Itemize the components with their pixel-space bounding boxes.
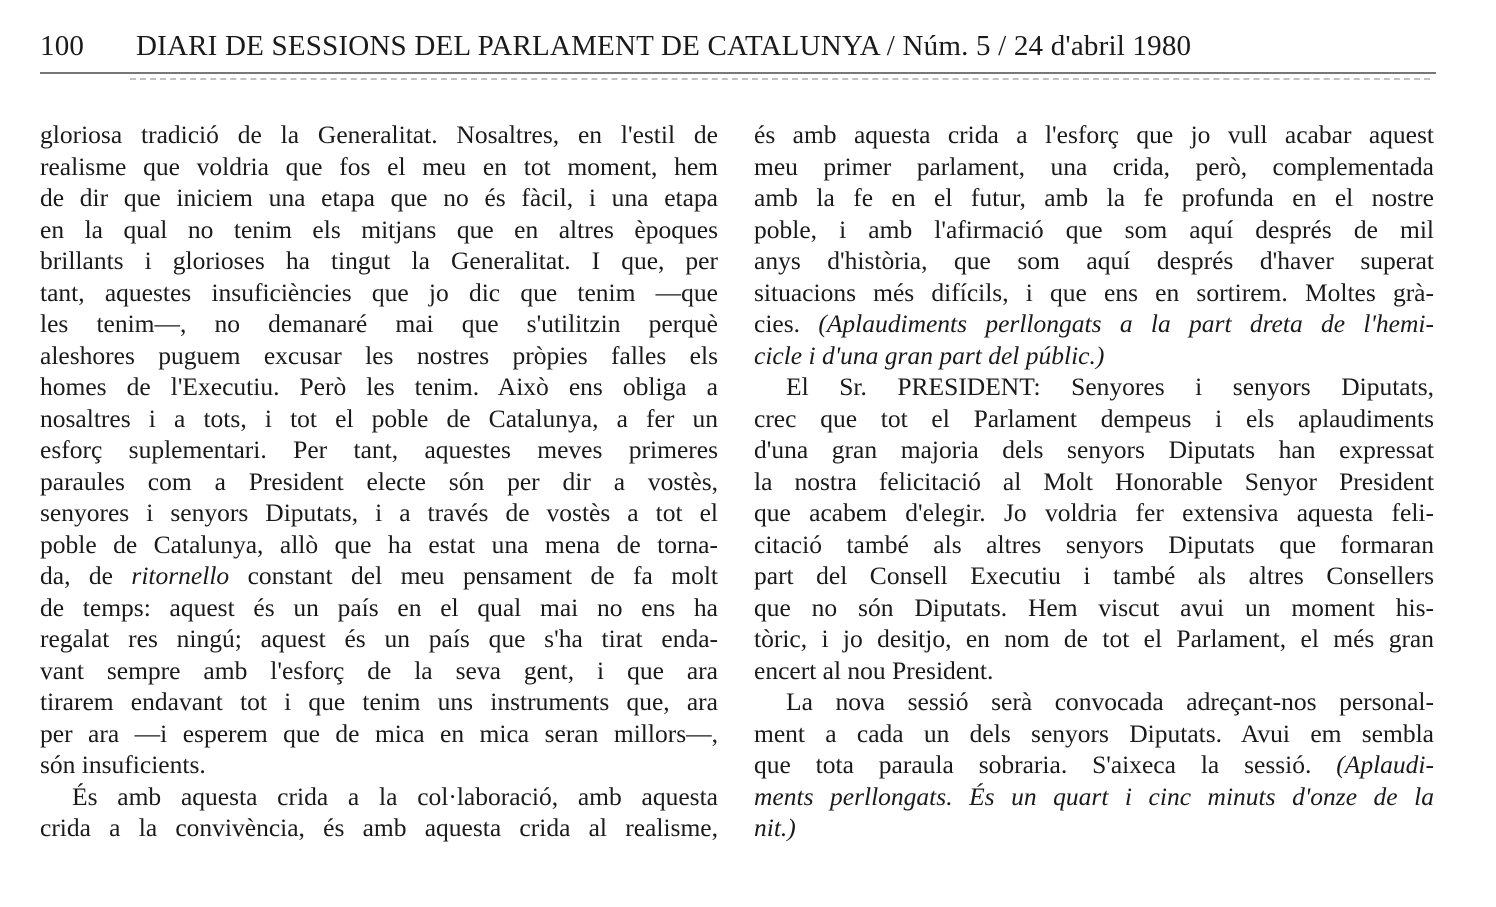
text-segment: vant sempre amb l'esforç de la seva gent, i que ara bbox=[40, 655, 718, 685]
text-segment: que tota paraula sobraria. S'aixeca la sessió. bbox=[754, 750, 1337, 779]
text-segment: en la qual no tenim els mitjans que en altres èpoques bbox=[40, 214, 718, 244]
italic-text: (Aplaudi- bbox=[1336, 750, 1434, 779]
text-line bbox=[40, 623, 718, 655]
text-line bbox=[40, 151, 718, 183]
text-segment: nosaltres i a tots, i tot el poble de Catalunya, a fer un bbox=[40, 403, 718, 433]
text-line bbox=[40, 182, 718, 214]
text-line bbox=[40, 371, 718, 403]
right-column bbox=[754, 119, 1434, 844]
text-segment: tòric, i jo desitjo, en nom de tot el Parlament, el més gran bbox=[754, 624, 1434, 653]
text-line bbox=[754, 812, 1434, 844]
text-line bbox=[754, 718, 1434, 750]
page-number: 100 bbox=[40, 30, 85, 62]
italic-text: cicle i d'una gran part del públic.) bbox=[754, 340, 1105, 370]
text-line bbox=[40, 529, 718, 561]
left-column bbox=[40, 119, 718, 844]
text-segment: d'una gran majoria dels senyors Diputats han expressat bbox=[754, 435, 1434, 464]
text-segment: constant del meu pensament de fa molt bbox=[229, 561, 718, 590]
text-line bbox=[40, 812, 718, 844]
text-segment: és amb aquesta crida a l'esforç que jo vull acabar aquest bbox=[754, 120, 1434, 149]
text-segment: tant, aquestes insuficiències que jo dic que tenim —que bbox=[40, 277, 718, 307]
text-segment: tirarem endavant tot i que tenim uns instruments que, ara bbox=[40, 687, 718, 716]
text-segment: per ara —i esperem que de mica en mica seran millors—, bbox=[40, 718, 718, 748]
text-line bbox=[40, 749, 718, 781]
text-line bbox=[40, 277, 718, 309]
text-segment: encert al nou President. bbox=[754, 655, 994, 685]
text-line bbox=[754, 182, 1434, 214]
text-segment: són insuficients. bbox=[40, 750, 206, 779]
text-line bbox=[754, 151, 1434, 183]
text-segment: da, de bbox=[40, 561, 132, 590]
text-line bbox=[40, 655, 718, 687]
text-segment: paraules com a President electe són per dir a vostès, bbox=[40, 466, 718, 496]
text-segment: regalat res ningú; aquest és un país que s'ha tirat enda- bbox=[40, 624, 718, 653]
text-line bbox=[40, 560, 718, 592]
text-segment: realisme que voldria que fos el meu en tot moment, hem bbox=[40, 151, 718, 181]
text-line bbox=[754, 592, 1434, 624]
text-segment: brillants i glorioses ha tingut la Generalitat. I que, per bbox=[40, 246, 718, 275]
text-line bbox=[40, 781, 718, 813]
text-segment: citació també als altres senyors Diputats que formaran bbox=[754, 529, 1434, 559]
text-line bbox=[754, 560, 1434, 592]
text-line bbox=[40, 718, 718, 750]
text-line bbox=[754, 466, 1434, 498]
text-segment: cies. bbox=[754, 309, 819, 338]
text-line bbox=[754, 781, 1434, 813]
text-segment: que acabem d'elegir. Jo voldria fer extensiva aquesta feli- bbox=[754, 498, 1434, 527]
text-line bbox=[40, 434, 718, 466]
text-segment: El Sr. PRESIDENT: Senyores i senyors Diputats, bbox=[786, 372, 1434, 401]
text-segment: gloriosa tradició de la Generalitat. Nosaltres, en l'estil de bbox=[40, 120, 718, 149]
italic-text: nit.) bbox=[754, 813, 796, 842]
text-line bbox=[40, 308, 718, 340]
text-line bbox=[754, 340, 1434, 372]
text-segment: crec que tot el Parlament dempeus i els aplaudiments bbox=[754, 403, 1434, 433]
header-rule bbox=[40, 72, 1436, 74]
text-segment: de temps: aquest és un país en el qual mai no ens ha bbox=[40, 592, 718, 622]
text-line bbox=[40, 592, 718, 624]
text-line bbox=[40, 119, 718, 151]
text-segment: les tenim—, no demanaré mai que s'utilitzin perquè bbox=[40, 309, 718, 338]
text-segment: amb la fe en el futur, amb la fe profunda en el nostre bbox=[754, 183, 1434, 212]
text-line bbox=[40, 245, 718, 277]
text-line bbox=[754, 686, 1434, 718]
text-segment: situacions més difícils, i que ens en sortirem. Moltes grà- bbox=[754, 277, 1434, 307]
text-line bbox=[754, 371, 1434, 403]
text-segment: que no són Diputats. Hem viscut avui un moment his- bbox=[754, 592, 1434, 622]
text-line bbox=[754, 623, 1434, 655]
running-header-title: DIARI DE SESSIONS DEL PARLAMENT DE CATALUNYA / Núm. 5 / 24 d'abril 1980 bbox=[136, 30, 1192, 62]
text-segment: poble de Catalunya, allò que ha estat una mena de torna- bbox=[40, 529, 718, 559]
text-line bbox=[40, 214, 718, 246]
text-line bbox=[754, 119, 1434, 151]
text-line bbox=[40, 686, 718, 718]
text-line bbox=[754, 749, 1434, 781]
text-segment: aleshores puguem excusar les nostres pròpies falles els bbox=[40, 340, 718, 370]
text-segment: La nova sessió serà convocada adreçant-nos personal- bbox=[786, 687, 1434, 716]
italic-text: ments perllongats. És un quart i cinc minuts d'onze de la bbox=[754, 781, 1434, 811]
text-segment: part del Consell Executiu i també als altres Consellers bbox=[754, 561, 1434, 590]
header-rule-secondary bbox=[130, 78, 1430, 80]
text-segment: senyores i senyors Diputats, i a través de vostès a tot el bbox=[40, 498, 718, 527]
text-segment: ment a cada un dels senyors Diputats. Avui em sembla bbox=[754, 718, 1434, 748]
italic-text: ritornello bbox=[131, 561, 230, 590]
text-segment: poble, i amb l'afirmació que som aquí després de mil bbox=[754, 214, 1434, 244]
text-segment: crida a la convivència, és amb aquesta crida al realisme, bbox=[40, 813, 718, 842]
text-segment: la nostra felicitació al Molt Honorable Senyor President bbox=[754, 466, 1434, 496]
text-segment: de dir que iniciem una etapa que no és fàcil, i una etapa bbox=[40, 183, 718, 212]
text-line bbox=[754, 403, 1434, 435]
text-line bbox=[754, 497, 1434, 529]
text-line bbox=[40, 466, 718, 498]
text-line bbox=[40, 340, 718, 372]
text-line bbox=[754, 434, 1434, 466]
text-line bbox=[40, 403, 718, 435]
text-segment: homes de l'Executiu. Però les tenim. Això ens obliga a bbox=[40, 372, 718, 401]
text-line bbox=[754, 308, 1434, 340]
italic-text: (Aplaudiments perllongats a la part dreta de l'hemi- bbox=[818, 309, 1434, 338]
text-line bbox=[754, 529, 1434, 561]
text-segment: meu primer parlament, una crida, però, complementada bbox=[754, 151, 1434, 181]
text-line bbox=[40, 497, 718, 529]
text-line bbox=[754, 277, 1434, 309]
text-line bbox=[754, 245, 1434, 277]
text-line bbox=[754, 655, 1434, 687]
text-segment: anys d'història, que som aquí després d'haver superat bbox=[754, 246, 1434, 275]
text-segment: És amb aquesta crida a la col·laboració, amb aquesta bbox=[72, 781, 718, 811]
text-line bbox=[754, 214, 1434, 246]
text-segment: esforç suplementari. Per tant, aquestes meves primeres bbox=[40, 435, 718, 464]
